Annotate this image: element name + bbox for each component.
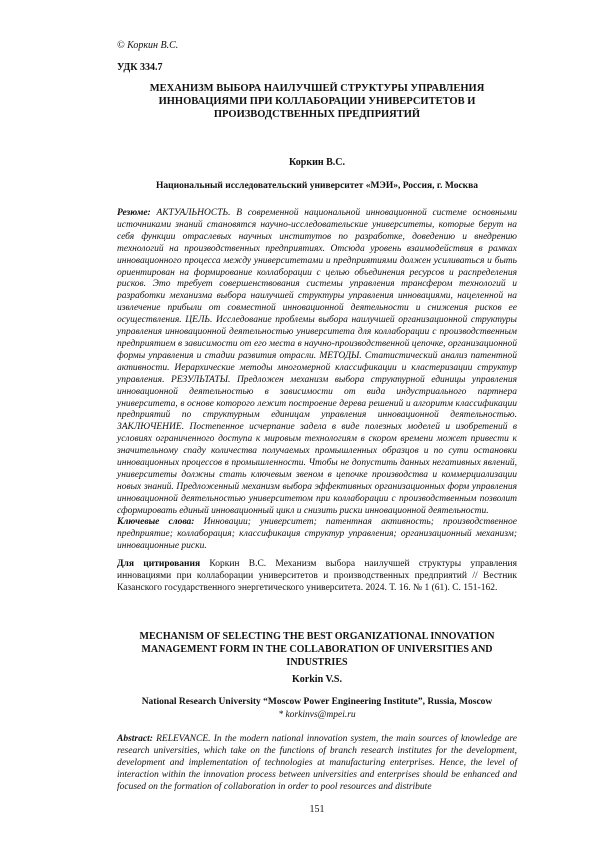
author-email: * korkinvs@mpei.ru xyxy=(278,710,356,720)
article-title-en: MECHANISM OF SELECTING THE BEST ORGANIZATIONAL INNOVATION MANAGEMENT FORM IN THE COLLABORATION OF UNIVERSITIES AND INDUSTRIES xyxy=(139,631,495,668)
page-number: 151 xyxy=(309,804,325,815)
citation-text: Коркин В.С. Механизм выбора наилучшей структуры управления инновациями при коллаборации университетов и производственных предприятий // Вестник Казанского государственного энергетического университета. 2024. Т. 16. № 1 (61). С. 151-162. xyxy=(117,559,518,593)
abstract-text-en: RELEVANCE. In the modern national innovation system, the main sources of knowledge are research universities, which take on the functions of branch research institutes for the development, development and implementation of technologies at manufacturing enterprises. Hence, the level of interaction within the innovation process between universities and enterprises should be enhanced and focused on the formation of collaboration in order to pool resources and distribute xyxy=(117,734,517,792)
abstract-label-en: Abstract: xyxy=(117,734,153,744)
abstract-en xyxy=(117,733,517,793)
keywords-label-ru: Ключевые слова: xyxy=(117,517,195,527)
udk-code: УДК 334.7 xyxy=(117,62,163,73)
abstract-text-ru: АКТУАЛЬНОСТЬ. В современной национальной инновационной системе основными источниками знаний становятся научно-исследовательские университеты, которые берут на себя функции отраслевых научных институтов по разработке, доведению и внедрению технологий на производственных предприятиях. Отсюда уровень взаимодействия в рамках инновационного процесса между университетами и предприятиями должен усиливаться и быть ориентирован на формирование коллаборации с целью объединения ресурсов и распределения рисков. Это требует совершенствования системы управления трансфером технологий и разработки механизма выбора наилучшей структуры управления инновациями, нацеленной на извлечение прибыли от совместной инновационной деятельности и снижения рисков ее осуществления. ЦЕЛЬ. Исследование проблемы выбора наилучшей организационной структуры управления инновационной деятельностью университета для коллаборации с производственным предприятием в зависимости от его места в научно-производственной цепочке, организационной формы управления и стадии развития отрасли. МЕТОДЫ. Статистический анализ патентной активности. Иерархические методы многомерной классификации и кластеризации структур управления. РЕЗУЛЬТАТЫ. Предложен механизм выбора структурной единицы управления инновационной деятельностью в зависимости от вида индустриального партнера университета, в основе которого лежит построение дерева решений и алгоритм классификации предприятий по структурным единицам управления инновационной деятельностью. ЗАКЛЮЧЕНИЕ. Постепенное исчерпание задела в виде полезных моделей и изобретений в условиях ограниченного доступа к мировым технологиям в скором времени может привести к значительному спаду количества получаемых промышленных образцов и по сути остановки инновационных процессов в промышленности. Чтобы не допустить данных негативных явлений, университеты должны стать ключевым звеном в цепочке производства и коммерциализации новых знаний. Предложенный механизм выбора эффективных организационных форм управления инновационной деятельностью университетом при коллаборации с производственным позволит сформировать единый инновационный цикл и снизить риски инновационной деятельности. xyxy=(117,208,517,516)
affiliation-ru: Национальный исследовательский университет «МЭИ», Россия, г. Москва xyxy=(155,181,479,191)
article-title-ru: МЕХАНИЗМ ВЫБОРА НАИЛУЧШЕЙ СТРУКТУРЫ УПРАВЛЕНИЯ ИННОВАЦИЯМИ ПРИ КОЛЛАБОРАЦИИ УНИВЕРСИТЕТОВ И ПРОИЗВОДСТВЕННЫХ ПРЕДПРИЯТИЙ xyxy=(149,83,485,120)
keywords-ru xyxy=(117,516,517,552)
citation-block xyxy=(117,558,517,594)
keywords-text-ru: Инновации; университет; патентная активность; производственное предприятие; коллаборация; классификация структур управления; организационный механизм; инновационные риски. xyxy=(117,517,517,551)
copyright-line: © Коркин В.С. xyxy=(117,40,179,51)
abstract-label-ru: Резюме: xyxy=(117,208,151,218)
affiliation-en: National Research University “Moscow Power Engineering Institute”, Russia, Moscow xyxy=(141,697,493,707)
abstract-ru xyxy=(117,208,517,518)
author-ru: Коркин В.С. xyxy=(289,157,345,168)
author-en: Korkin V.S. xyxy=(292,674,342,685)
citation-label: Для цитирования xyxy=(117,559,201,569)
